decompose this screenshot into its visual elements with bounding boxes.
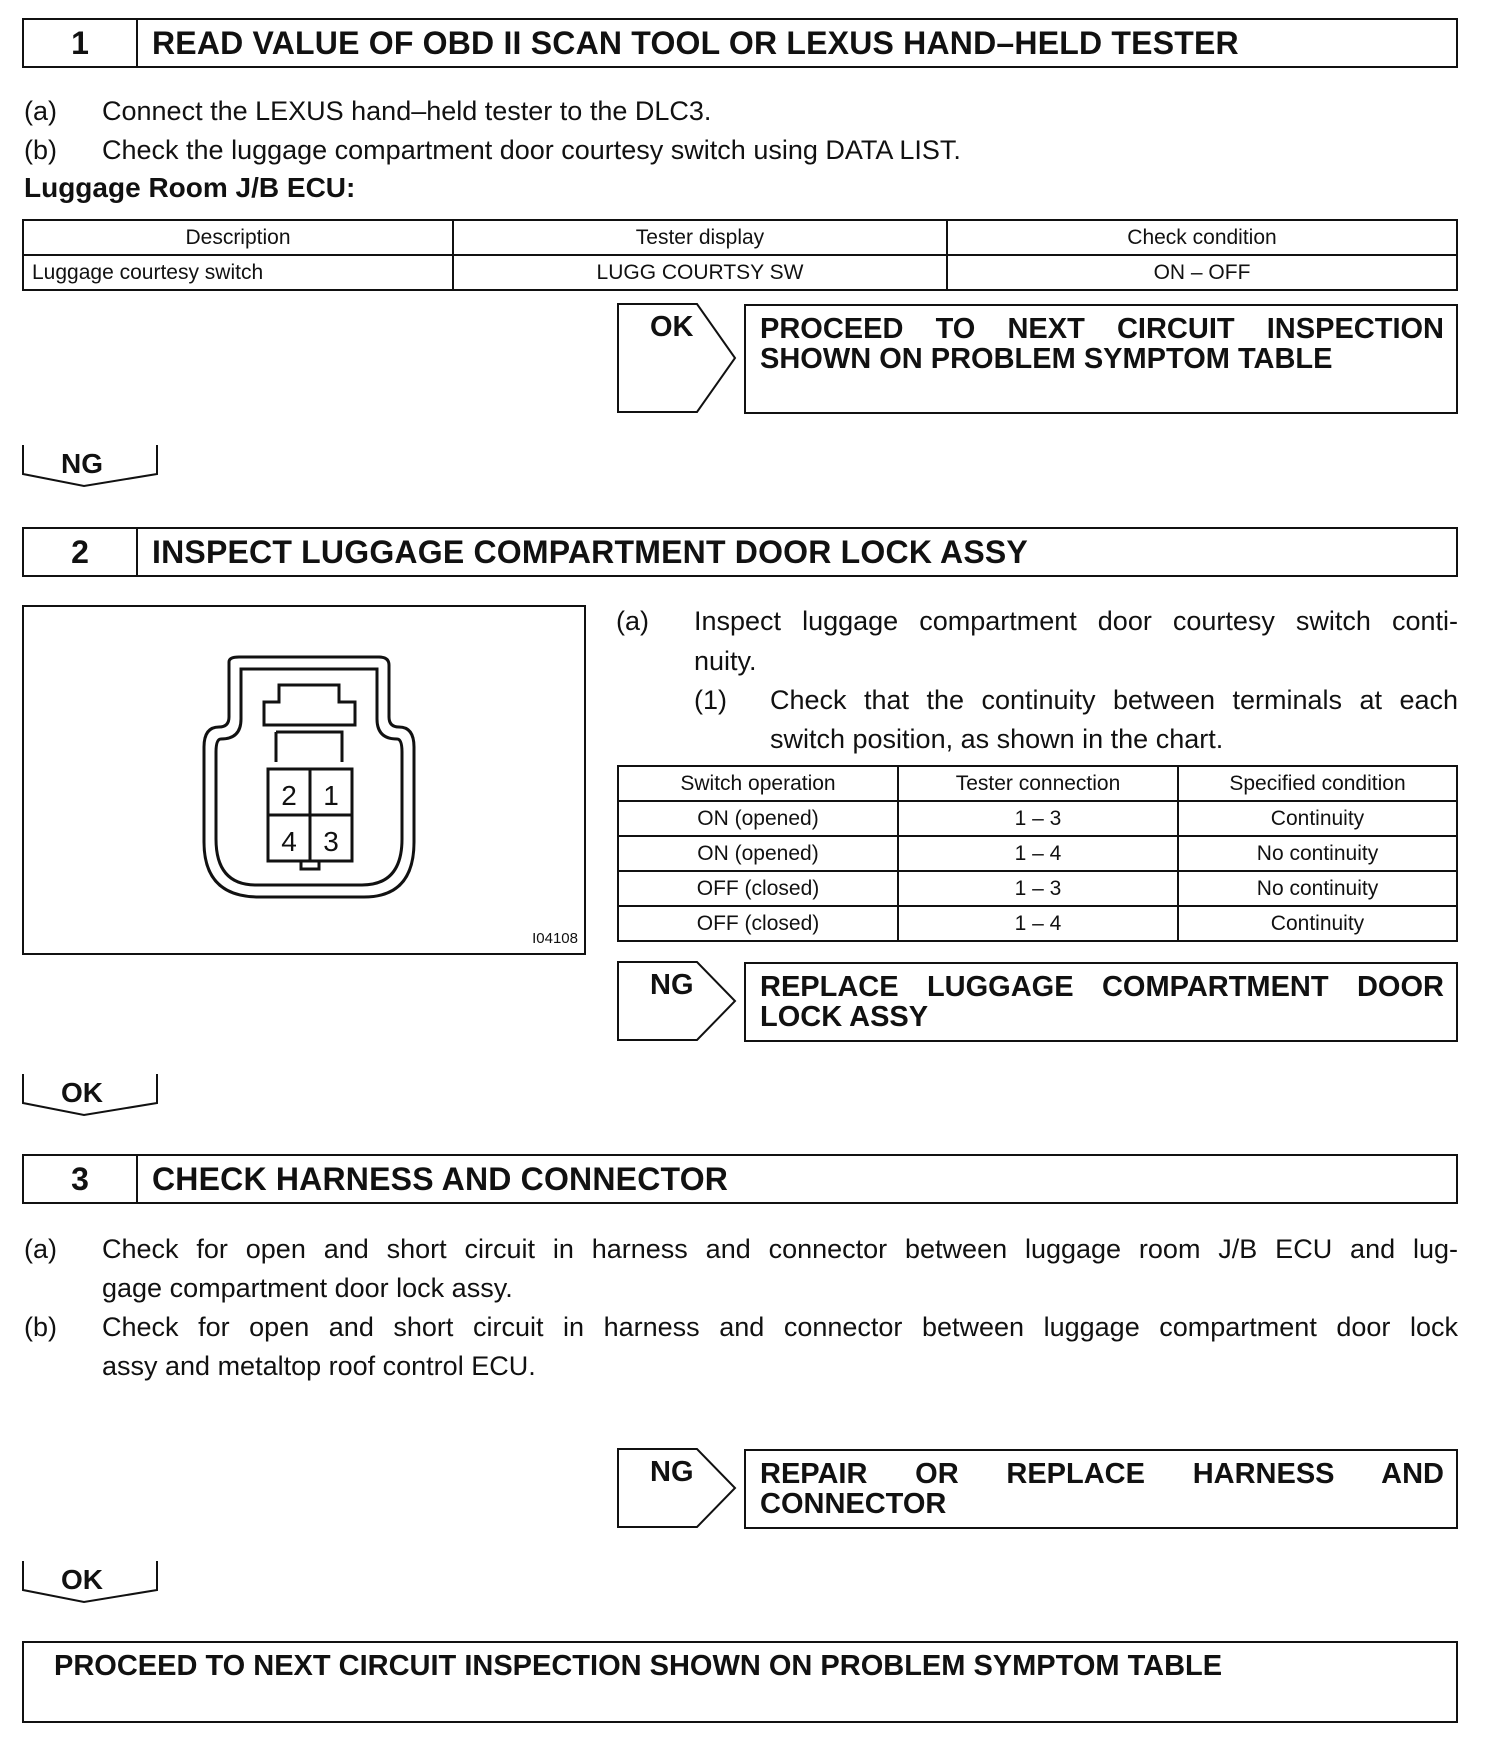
result-line: SHOWN ON PROBLEM SYMPTOM TABLE <box>760 343 1333 375</box>
flow-tag-text: NG <box>61 448 103 479</box>
table-header-row <box>618 766 1457 801</box>
item-text: Check for open and short circuit in harness and connector between luggage compartment door lock <box>102 1312 1458 1342</box>
table-cell: 1 – 4 <box>898 906 1178 941</box>
table-cell: ON (opened) <box>618 836 898 871</box>
table-cell: Continuity <box>1178 906 1457 941</box>
step1-title: READ VALUE OF OBD II SCAN TOOL OR LEXUS HAND–HELD TESTER <box>152 24 1239 61</box>
table-row <box>618 871 1457 906</box>
header-cell: Tester connection <box>898 766 1178 801</box>
item-label: (a) <box>24 1234 57 1264</box>
header-cell: Description <box>23 220 453 255</box>
result-line: REPAIR OR REPLACE HARNESS AND <box>760 1458 1444 1490</box>
table-row <box>23 255 1457 290</box>
table-cell: No continuity <box>1178 871 1457 906</box>
step2-sub-1-cont: switch position, as shown in the chart. <box>770 724 1224 754</box>
item-text: Inspect luggage compartment door courtesy switch conti- <box>694 606 1458 636</box>
step2-title: INSPECT LUGGAGE COMPARTMENT DOOR LOCK ASSY <box>152 533 1028 570</box>
result-line: REPLACE LUGGAGE COMPARTMENT DOOR <box>760 971 1444 1003</box>
table-cell: No continuity <box>1178 836 1457 871</box>
result-tag: NG <box>650 1456 694 1488</box>
step2-number: 2 <box>24 529 138 575</box>
item-label: (a) <box>24 96 57 126</box>
flow-tag-label <box>22 444 158 488</box>
result-tag: OK <box>650 311 694 343</box>
pin-label: 4 <box>281 826 297 857</box>
final-box <box>22 1641 1458 1723</box>
flow-tag-text: OK <box>61 1077 103 1108</box>
table-row <box>618 906 1457 941</box>
step1-header <box>22 18 1458 68</box>
step2-item-a-cont: nuity. <box>694 646 757 676</box>
table-row <box>618 801 1457 836</box>
step1-table <box>22 219 1458 291</box>
table-cell: OFF (closed) <box>618 871 898 906</box>
table-cell: Luggage courtesy switch <box>23 255 453 290</box>
header-cell: Specified condition <box>1178 766 1457 801</box>
step1-number: 1 <box>24 20 138 66</box>
header-cell: Check condition <box>947 220 1457 255</box>
item-label: (a) <box>616 606 649 636</box>
item-label: (b) <box>24 1312 57 1342</box>
final-text: PROCEED TO NEXT CIRCUIT INSPECTION SHOWN ON PROBLEM SYMPTOM TABLE <box>54 1650 1223 1682</box>
table-header-row <box>23 220 1457 255</box>
item-text: Connect the LEXUS hand–held tester to the DLC3. <box>102 96 712 126</box>
step2-result-box <box>744 962 1458 1042</box>
table-cell: 1 – 3 <box>898 801 1178 836</box>
item-label: (1) <box>694 685 727 715</box>
table-row <box>618 836 1457 871</box>
connector-diagram <box>24 607 584 953</box>
flow-tag-text: OK <box>61 1564 103 1595</box>
table-title: Luggage Room J/B ECU: <box>24 172 356 203</box>
flow-tag-label <box>22 1073 158 1117</box>
pin-label: 1 <box>323 780 339 811</box>
result-line: CONNECTOR <box>760 1488 947 1520</box>
header-cell: Switch operation <box>618 766 898 801</box>
result-tag: NG <box>650 969 694 1001</box>
step2-header <box>22 527 1458 577</box>
pin-label: 2 <box>281 780 297 811</box>
step3-item-a-cont: gage compartment door lock assy. <box>102 1273 513 1303</box>
result-line: PROCEED TO NEXT CIRCUIT INSPECTION <box>760 313 1444 345</box>
item-text: Check for open and short circuit in harness and connector between luggage room J/B ECU and lug- <box>102 1234 1458 1264</box>
item-label: (b) <box>24 135 57 165</box>
table-cell: ON – OFF <box>947 255 1457 290</box>
step3-title: CHECK HARNESS AND CONNECTOR <box>152 1160 729 1197</box>
item-text: Check that the continuity between terminals at each <box>770 685 1458 715</box>
step1-result-box <box>744 304 1458 414</box>
table-cell: Continuity <box>1178 801 1457 836</box>
table-cell: 1 – 3 <box>898 871 1178 906</box>
header-cell: Tester display <box>453 220 947 255</box>
table-cell: LUGG COURTSY SW <box>453 255 947 290</box>
result-line: LOCK ASSY <box>760 1001 929 1033</box>
step3-number: 3 <box>24 1156 138 1202</box>
step2-table <box>617 765 1458 942</box>
item-text: Check the luggage compartment door courtesy switch using DATA LIST. <box>102 135 961 165</box>
step3-result-box <box>744 1449 1458 1529</box>
figure-code: I04108 <box>532 930 578 947</box>
table-cell: ON (opened) <box>618 801 898 836</box>
flow-tag-label <box>22 1560 158 1604</box>
step3-item-b-cont: assy and metaltop roof control ECU. <box>102 1351 536 1381</box>
pin-label: 3 <box>323 826 339 857</box>
connector-figure <box>22 605 586 955</box>
table-cell: 1 – 4 <box>898 836 1178 871</box>
table-cell: OFF (closed) <box>618 906 898 941</box>
step3-header <box>22 1154 1458 1204</box>
